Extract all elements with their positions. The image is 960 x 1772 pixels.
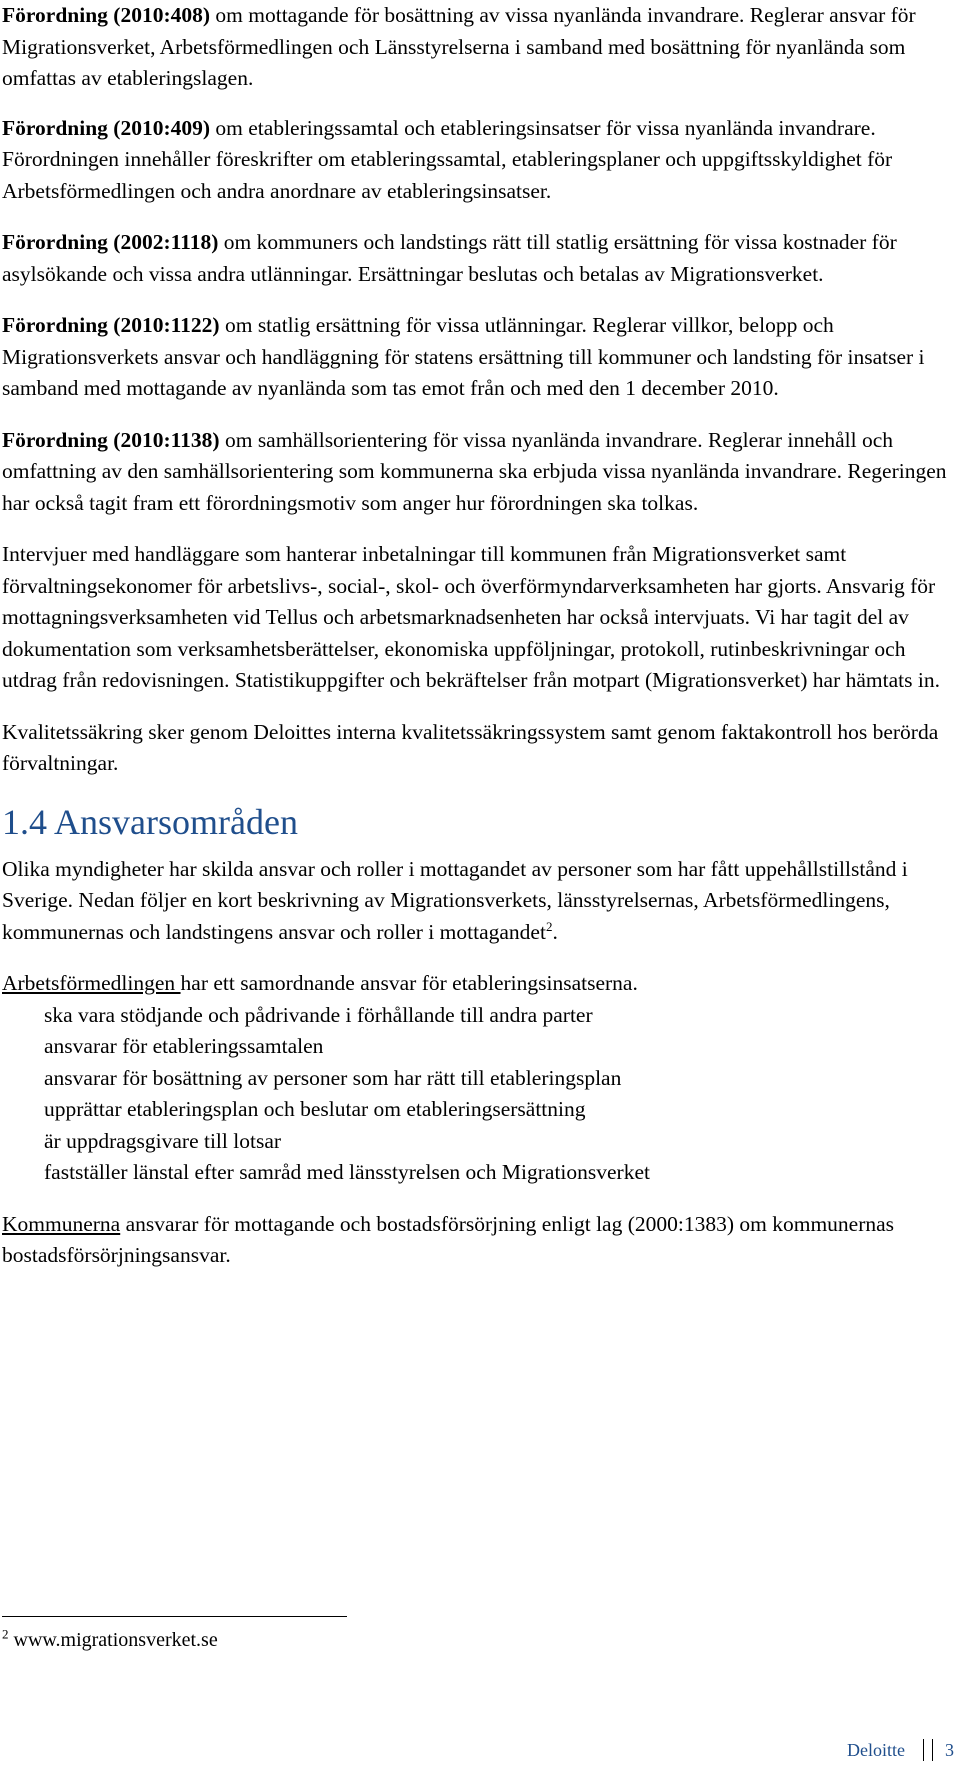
paragraph-kommunerna: [2, 1209, 954, 1272]
page-footer: [847, 1738, 954, 1762]
list-item: upprättar etableringsplan och beslutar om etableringsersättning: [44, 1097, 586, 1121]
footer-divider: [932, 1739, 933, 1761]
list-item: fastställer länstal efter samråd med länsstyrelsen och Migrationsverket: [44, 1160, 650, 1184]
paragraph-text: Intervjuer med handläggare som hanterar inbetalningar till kommunen från Migrationsverket samt förvaltningsekonomer för arbetslivs-, social-, skol- och överförmyndarverksamheten har gjorts. Ansvarig för mottagningsverksamheten vid Tellus och arbetsmarknadsenheten har också intervjuats. Vi har tagit del av dokumentation som verksamhetsberättelser, ekonomiska uppföljningar, protokoll, rutinbeskrivningar och utdrag från redovisningen. Statistikuppgifter och bekräftelser från motpart (Migrationsverket) har hämtats in.: [2, 542, 940, 692]
section-intro-end: .: [552, 919, 558, 944]
section-heading: 1.4 Ansvarsområden: [2, 801, 298, 842]
footnote-separator: [2, 1616, 347, 1617]
paragraph-bold-lead: Förordning (2010:409): [2, 115, 211, 140]
section-intro-text: Olika myndigheter har skilda ansvar och roller i mottagandet av personer som har fått uppehållstillstånd i Sverige. Nedan följer en kort beskrivning av Migrationsverkets, länsstyrelsernas, Arbetsförmedlingens, kommunernas och landstingens ansvar och roller i mottagandet: [2, 856, 908, 944]
paragraph-forordning-2010-1138: [2, 425, 954, 520]
footnote-reference[interactable]: 2: [545, 918, 553, 934]
paragraph-text: Kvalitetssäkring sker genom Deloittes interna kvalitetssäkringssystem samt genom faktakontroll hos berörda förvaltningar.: [2, 719, 939, 775]
list-item: ansvarar för etableringssamtalen: [44, 1034, 324, 1058]
paragraph-forordning-2010-1122: [2, 310, 954, 405]
paragraph-text: om mottagande för bosättning av vissa nyanlända invandrare. Reglerar ansvar för Migrationsverket, Arbetsförmedlingen och Länsstyrelserna i samband med bosättning för nyanlända som omfattas av etableringslagen.: [2, 3, 916, 90]
paragraph-forordning-2010-408: [2, 0, 954, 95]
paragraph-text: om kommuners och landstings rätt till statlig ersättning för vissa kostnader för asylsökande och vissa andra utlänningar. Ersättningar beslutas och betalas av Migrationsverket.: [2, 230, 897, 286]
paragraph-intervjuer: [2, 539, 954, 697]
footnote-number: 2: [2, 1626, 9, 1642]
list-item: ansvarar för bosättning av personer som har rätt till etableringsplan: [44, 1065, 622, 1090]
paragraph-kvalitetssakring: [2, 717, 954, 780]
list-item: är uppdragsgivare till lotsar: [44, 1128, 282, 1153]
paragraph-text: om samhällsorientering för vissa nyanlända invandrare. Reglerar innehåll och omfattning av den samhällsorientering som kommunerna ska erbjuda vissa nyanlända invandrare. Regeringen har också tagit fram ett förordningsmotiv som anger hur förordningen ska tolkas.: [2, 427, 947, 515]
arbetsformedlingen-lead: [2, 968, 954, 1000]
arbetsformedlingen-lead-text: har ett samordnande ansvar för etableringsinsatserna.: [180, 971, 638, 995]
section-intro: [2, 854, 954, 949]
paragraph-forordning-2002-1118: [2, 227, 954, 290]
paragraph-forordning-2010-409: [2, 113, 954, 208]
footer-brand: Deloitte: [847, 1740, 905, 1760]
page-number: 3: [945, 1740, 954, 1760]
paragraph-bold-lead: Förordning (2010:1122): [2, 313, 220, 337]
paragraph-text: om statlig ersättning för vissa utlänningar. Reglerar villkor, belopp och Migrationsverkets ansvar och handläggning för statens ersättning till kommuner och landsting för insatser i samband med mottagande av nyanlända som tas emot från och med den 1 december 2010.: [2, 313, 925, 400]
list-item: ska vara stödjande och pådrivande i förhållande till andra parter: [44, 1002, 593, 1027]
paragraph-bold-lead: Förordning (2010:1138): [2, 427, 220, 452]
footer-divider: [923, 1739, 924, 1761]
paragraph-bold-lead: Förordning (2010:408): [2, 3, 211, 27]
arbetsformedlingen-name: Arbetsförmedlingen: [2, 971, 181, 995]
arbetsformedlingen-list: [2, 1000, 954, 1189]
kommunerna-name: Kommunerna: [2, 1211, 121, 1236]
footnote-text[interactable]: www.migrationsverket.se: [8, 1629, 218, 1651]
page-content: [2, 0, 954, 1292]
footnote: [2, 1626, 218, 1654]
kommunerna-text: ansvarar för mottagande och bostadsförsörjning enligt lag (2000:1383) om kommunernas bostadsförsörjningsansvar.: [2, 1211, 895, 1267]
paragraph-text: om etableringssamtal och etableringsinsatser för vissa nyanlända invandrare. Förordningen innehåller föreskrifter om etableringssamtal, etableringsplaner och uppgiftsskyldighet för Arbetsförmedlingen och andra anordnare av etableringsinsatser.: [2, 115, 893, 203]
paragraph-bold-lead: Förordning (2002:1118): [2, 230, 219, 254]
